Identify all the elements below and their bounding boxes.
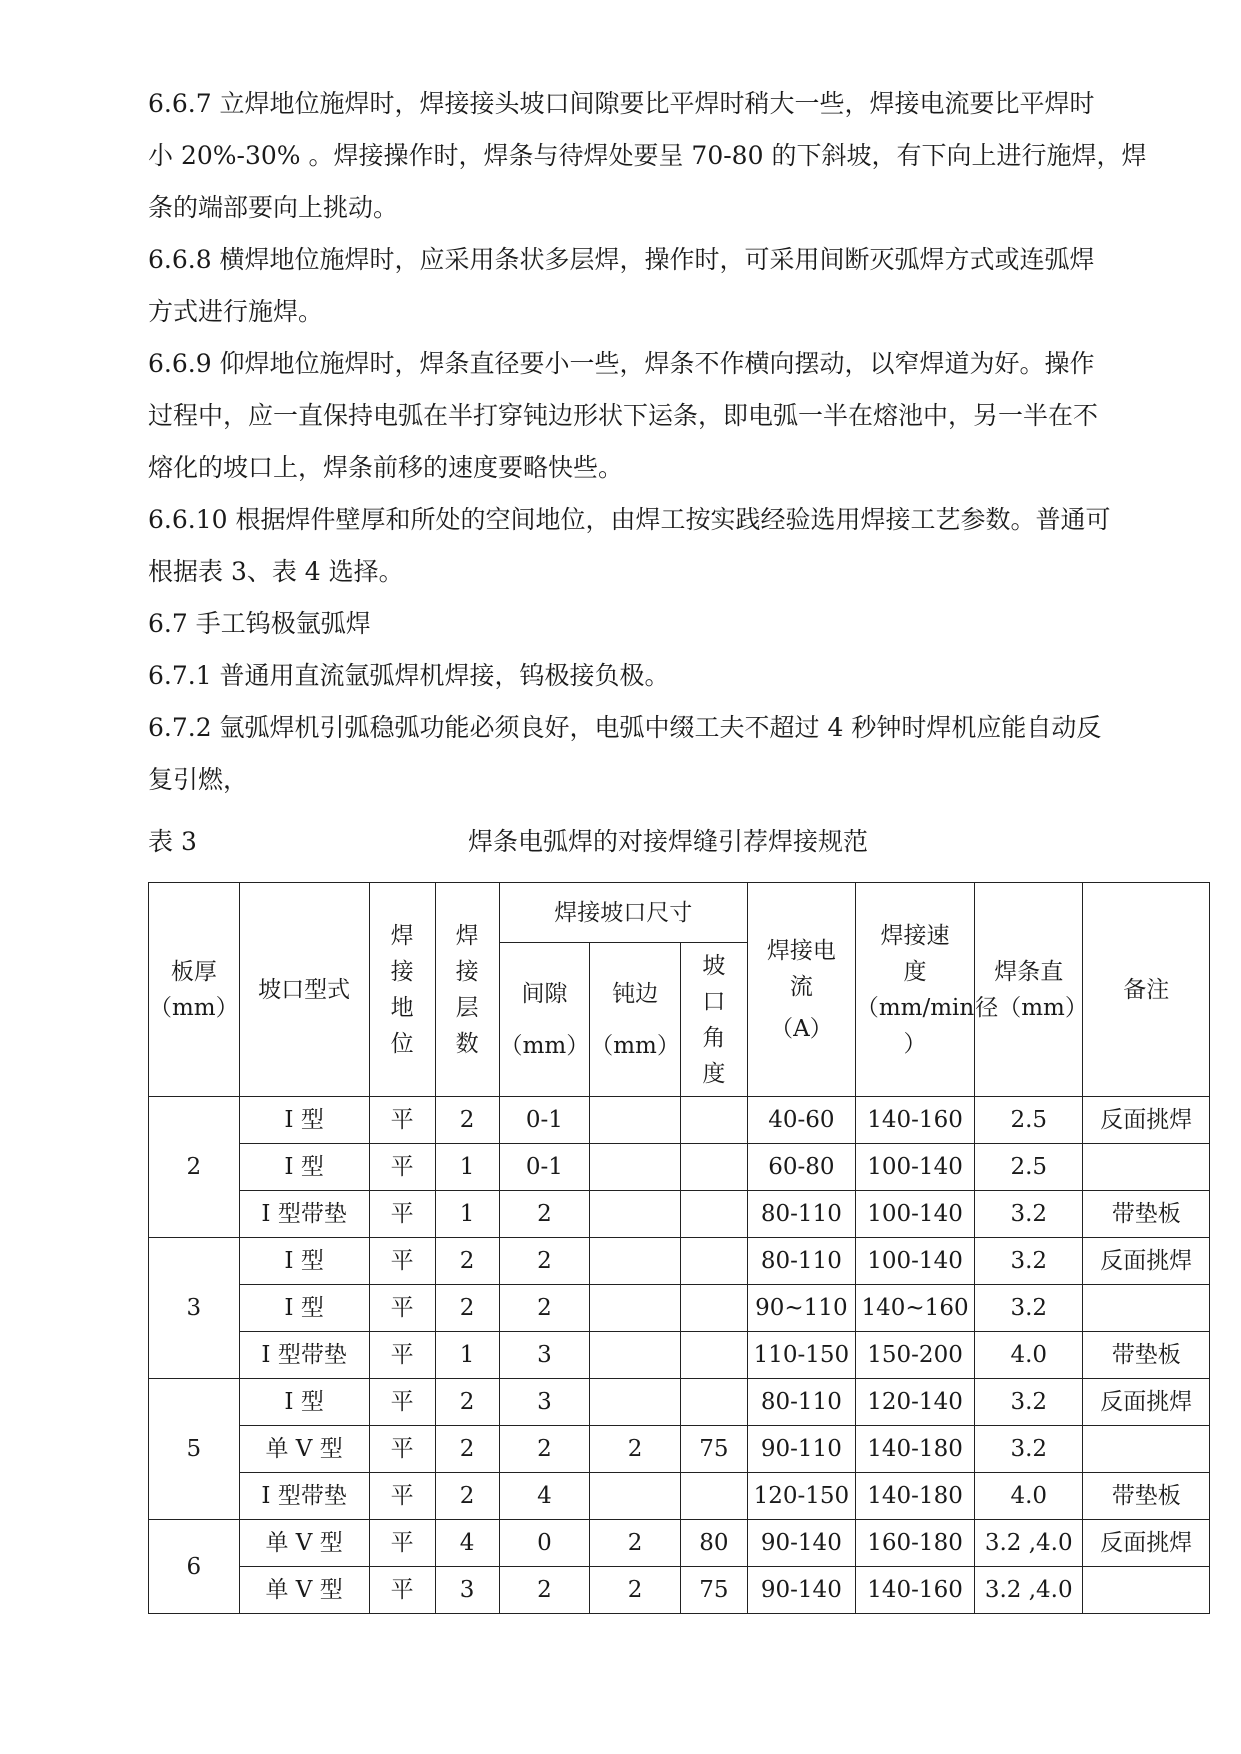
cell-thickness: 5	[149, 1379, 240, 1520]
cell-position: 平	[369, 1097, 435, 1144]
cell-thickness: 6	[149, 1520, 240, 1614]
cell-speed: 150-200	[855, 1332, 974, 1379]
cell-position: 平	[369, 1191, 435, 1238]
table-title: 焊条电弧焊的对接焊缝引荐焊接规范	[467, 827, 868, 856]
table-row	[149, 1097, 1210, 1144]
paragraph-line: 条的端部要向上挑动。	[148, 193, 399, 222]
cell-layers: 1	[435, 1332, 499, 1379]
cell-current: 90-110	[747, 1426, 855, 1473]
cell-rod-diameter: 4.0	[975, 1473, 1083, 1520]
cell-groove-angle	[680, 1285, 747, 1332]
paragraph	[148, 234, 1188, 338]
header-gap-line-1: 间隙	[521, 980, 568, 1007]
cell-current: 120-150	[747, 1473, 855, 1520]
cell-current: 80-110	[747, 1379, 855, 1426]
cell-gap: 4	[499, 1473, 590, 1520]
cell-blunt-edge	[590, 1097, 681, 1144]
cell-groove-angle: 75	[680, 1567, 747, 1614]
header-rod-diameter	[975, 883, 1088, 1097]
header-layers-char-1: 焊	[455, 922, 479, 949]
cell-current: 80-110	[747, 1191, 855, 1238]
cell-speed: 100-140	[855, 1238, 974, 1285]
cell-current: 110-150	[747, 1332, 855, 1379]
table-row	[149, 1426, 1210, 1473]
cell-layers: 1	[435, 1191, 499, 1238]
paragraph-line: 小 20%-30% 。焊接操作时，焊条与待焊处要呈 70-80 的下斜坡，有下向上进行施焊，焊	[148, 141, 1147, 170]
cell-groove-type: I 型	[239, 1144, 369, 1191]
cell-groove-angle	[680, 1238, 747, 1285]
cell-blunt-edge	[590, 1473, 681, 1520]
cell-gap: 2	[499, 1191, 590, 1238]
paragraph	[148, 78, 1188, 234]
header-layers-char-4: 数	[455, 1030, 479, 1057]
cell-thickness: 3	[149, 1238, 240, 1379]
cell-layers: 2	[435, 1285, 499, 1332]
cell-groove-angle	[680, 1097, 747, 1144]
cell-rod-diameter: 3.2	[975, 1379, 1083, 1426]
cell-rod-diameter: 3.2	[975, 1238, 1083, 1285]
table-caption	[148, 820, 1188, 864]
cell-speed: 140-180	[855, 1426, 974, 1473]
cell-gap: 3	[499, 1332, 590, 1379]
cell-remark: 反面挑焊	[1083, 1520, 1210, 1567]
cell-speed: 140-160	[855, 1097, 974, 1144]
cell-groove-type: 单 V 型	[239, 1567, 369, 1614]
cell-blunt-edge	[590, 1238, 681, 1285]
header-gap	[499, 943, 590, 1097]
paragraph	[148, 494, 1188, 598]
header-gap-line-2: （mm）	[499, 1032, 590, 1059]
cell-position: 平	[369, 1473, 435, 1520]
table-row	[149, 1473, 1210, 1520]
cell-blunt-edge	[590, 1379, 681, 1426]
header-blunt-edge	[590, 943, 681, 1097]
paragraph-line: 复引燃，	[148, 765, 249, 794]
header-rod-diameter-line-2: 径（mm）	[975, 994, 1088, 1021]
cell-rod-diameter: 3.2	[975, 1426, 1083, 1473]
cell-layers: 1	[435, 1144, 499, 1191]
paragraph-line: 方式进行施焊。	[148, 297, 324, 326]
cell-current: 60-80	[747, 1144, 855, 1191]
cell-blunt-edge	[590, 1144, 681, 1191]
header-blunt-edge-line-1: 钝边	[612, 980, 659, 1007]
header-speed-line-4: ）	[903, 1030, 927, 1057]
cell-remark: 反面挑焊	[1083, 1097, 1210, 1144]
cell-remark	[1083, 1144, 1210, 1191]
cell-remark	[1083, 1285, 1210, 1332]
table-row	[149, 1238, 1210, 1285]
header-groove-angle	[680, 943, 747, 1097]
cell-position: 平	[369, 1238, 435, 1285]
cell-current: 90~110	[747, 1285, 855, 1332]
cell-groove-angle	[680, 1191, 747, 1238]
cell-gap: 2	[499, 1285, 590, 1332]
cell-rod-diameter: 4.0	[975, 1332, 1083, 1379]
header-speed-line-1: 焊接速	[880, 922, 950, 949]
cell-current: 90-140	[747, 1567, 855, 1614]
cell-groove-type: I 型	[239, 1238, 369, 1285]
header-current-line-1: 焊接电	[766, 937, 836, 964]
paragraph-line: 6.6.9 仰焊地位施焊时，焊条直径要小一些，焊条不作横向摆动，以窄焊道为好。操作	[148, 349, 1095, 378]
cell-rod-diameter: 2.5	[975, 1144, 1083, 1191]
cell-speed: 160-180	[855, 1520, 974, 1567]
cell-groove-type: 单 V 型	[239, 1426, 369, 1473]
cell-rod-diameter: 3.2 ,4.0	[975, 1520, 1083, 1567]
paragraph-line: 根据表 3、表 4 选择。	[148, 557, 404, 586]
cell-remark	[1083, 1567, 1210, 1614]
cell-layers: 2	[435, 1426, 499, 1473]
cell-speed: 100-140	[855, 1144, 974, 1191]
header-groove-angle-char-3: 角	[702, 1024, 726, 1051]
cell-gap: 3	[499, 1379, 590, 1426]
header-thickness-line-2: （mm）	[149, 994, 239, 1021]
header-current-line-2: 流	[789, 973, 813, 1000]
header-layers	[435, 883, 499, 1097]
cell-position: 平	[369, 1332, 435, 1379]
table-row	[149, 1285, 1210, 1332]
header-position-char-1: 焊	[390, 922, 414, 949]
cell-speed: 140-180	[855, 1473, 974, 1520]
header-current-line-3: （A）	[770, 1015, 833, 1042]
cell-groove-type: I 型带垫	[239, 1191, 369, 1238]
cell-gap: 2	[499, 1426, 590, 1473]
header-thickness	[149, 883, 240, 1097]
cell-gap: 0-1	[499, 1144, 590, 1191]
header-rod-diameter-line-1: 焊条直	[994, 958, 1064, 985]
cell-layers: 2	[435, 1097, 499, 1144]
cell-groove-type: I 型	[239, 1379, 369, 1426]
header-position-char-3: 地	[390, 994, 414, 1021]
cell-groove-angle	[680, 1144, 747, 1191]
header-groove-angle-char-4: 度	[702, 1060, 726, 1087]
cell-thickness: 2	[149, 1097, 240, 1238]
header-thickness-line-1: 板厚	[170, 958, 217, 985]
header-blunt-edge-line-2: （mm）	[590, 1032, 680, 1059]
cell-rod-diameter: 3.2	[975, 1285, 1083, 1332]
cell-remark	[1083, 1426, 1210, 1473]
header-layers-char-2: 接	[455, 958, 479, 985]
header-position-char-2: 接	[390, 958, 414, 985]
cell-current: 40-60	[747, 1097, 855, 1144]
cell-blunt-edge	[590, 1191, 681, 1238]
paragraph-line: 6.7.1 普通用直流氩弧焊机焊接，钨极接负极。	[148, 661, 670, 690]
cell-groove-angle: 80	[680, 1520, 747, 1567]
cell-rod-diameter: 3.2 ,4.0	[975, 1567, 1083, 1614]
header-speed-line-2: 度	[903, 958, 927, 985]
cell-layers: 3	[435, 1567, 499, 1614]
paragraph	[148, 650, 1188, 702]
cell-remark: 反面挑焊	[1083, 1379, 1210, 1426]
header-groove-type: 坡口型式	[239, 883, 369, 1097]
cell-blunt-edge: 2	[590, 1520, 681, 1567]
cell-gap: 2	[499, 1238, 590, 1285]
cell-speed: 140~160	[855, 1285, 974, 1332]
paragraph-line: 过程中，应一直保持电弧在半打穿钝边形状下运条，即电弧一半在熔池中，另一半在不	[148, 401, 1099, 430]
header-layers-char-3: 层	[455, 994, 479, 1021]
cell-speed: 120-140	[855, 1379, 974, 1426]
cell-position: 平	[369, 1379, 435, 1426]
table-label: 表 3	[148, 827, 197, 856]
header-position-char-4: 位	[390, 1030, 414, 1057]
cell-blunt-edge: 2	[590, 1426, 681, 1473]
cell-position: 平	[369, 1426, 435, 1473]
cell-groove-type: I 型	[239, 1097, 369, 1144]
header-speed-line-3: （mm/min	[855, 994, 975, 1021]
cell-blunt-edge: 2	[590, 1567, 681, 1614]
cell-position: 平	[369, 1567, 435, 1614]
cell-speed: 140-160	[855, 1567, 974, 1614]
cell-rod-diameter: 3.2	[975, 1191, 1083, 1238]
paragraph-line: 6.7.2 氩弧焊机引弧稳弧功能必须良好，电弧中缀工夫不超过 4 秒钟时焊机应能自动反	[148, 713, 1102, 742]
table-row	[149, 1520, 1210, 1567]
paragraph	[148, 338, 1188, 494]
table-row	[149, 1191, 1210, 1238]
cell-blunt-edge	[590, 1285, 681, 1332]
paragraph-line: 6.7 手工钨极氩弧焊	[148, 609, 371, 638]
header-groove-angle-char-1: 坡	[702, 952, 726, 979]
cell-groove-angle: 75	[680, 1426, 747, 1473]
cell-position: 平	[369, 1520, 435, 1567]
cell-groove-angle	[680, 1332, 747, 1379]
table-row	[149, 1379, 1210, 1426]
table-row	[149, 1332, 1210, 1379]
table-row	[149, 1567, 1210, 1614]
cell-remark: 反面挑焊	[1083, 1238, 1210, 1285]
cell-groove-type: 单 V 型	[239, 1520, 369, 1567]
cell-position: 平	[369, 1285, 435, 1332]
cell-current: 80-110	[747, 1238, 855, 1285]
header-speed	[855, 883, 974, 1097]
cell-groove-type: I 型带垫	[239, 1332, 369, 1379]
cell-rod-diameter: 2.5	[975, 1097, 1083, 1144]
cell-position: 平	[369, 1144, 435, 1191]
paragraph	[148, 598, 1188, 650]
cell-groove-type: I 型带垫	[239, 1473, 369, 1520]
paragraph-line: 6.6.10 根据焊件壁厚和所处的空间地位，由焊工按实践经验选用焊接工艺参数。普通可	[148, 505, 1111, 534]
paragraph-line: 6.6.8 横焊地位施焊时，应采用条状多层焊，操作时，可采用间断灭弧焊方式或连弧焊	[148, 245, 1095, 274]
header-current	[747, 883, 855, 1097]
cell-remark: 带垫板	[1083, 1191, 1210, 1238]
cell-layers: 2	[435, 1473, 499, 1520]
cell-groove-angle	[680, 1473, 747, 1520]
paragraph-line: 熔化的坡口上，焊条前移的速度要略快些。	[148, 453, 624, 482]
cell-remark: 带垫板	[1083, 1473, 1210, 1520]
header-remark: 备注	[1083, 883, 1210, 1097]
cell-groove-angle	[680, 1379, 747, 1426]
cell-layers: 2	[435, 1238, 499, 1285]
cell-gap: 0	[499, 1520, 590, 1567]
cell-remark: 带垫板	[1083, 1332, 1210, 1379]
cell-current: 90-140	[747, 1520, 855, 1567]
header-groove-size: 焊接坡口尺寸	[499, 883, 747, 943]
welding-spec-table	[148, 882, 1210, 1614]
cell-gap: 2	[499, 1567, 590, 1614]
table-row	[149, 1144, 1210, 1191]
cell-speed: 100-140	[855, 1191, 974, 1238]
header-groove-angle-char-2: 口	[702, 988, 726, 1015]
cell-blunt-edge	[590, 1332, 681, 1379]
paragraph	[148, 702, 1188, 806]
paragraph-line: 6.6.7 立焊地位施焊时，焊接接头坡口间隙要比平焊时稍大一些，焊接电流要比平焊时	[148, 89, 1095, 118]
cell-layers: 2	[435, 1379, 499, 1426]
cell-layers: 4	[435, 1520, 499, 1567]
cell-gap: 0-1	[499, 1097, 590, 1144]
cell-groove-type: I 型	[239, 1285, 369, 1332]
header-position	[369, 883, 435, 1097]
